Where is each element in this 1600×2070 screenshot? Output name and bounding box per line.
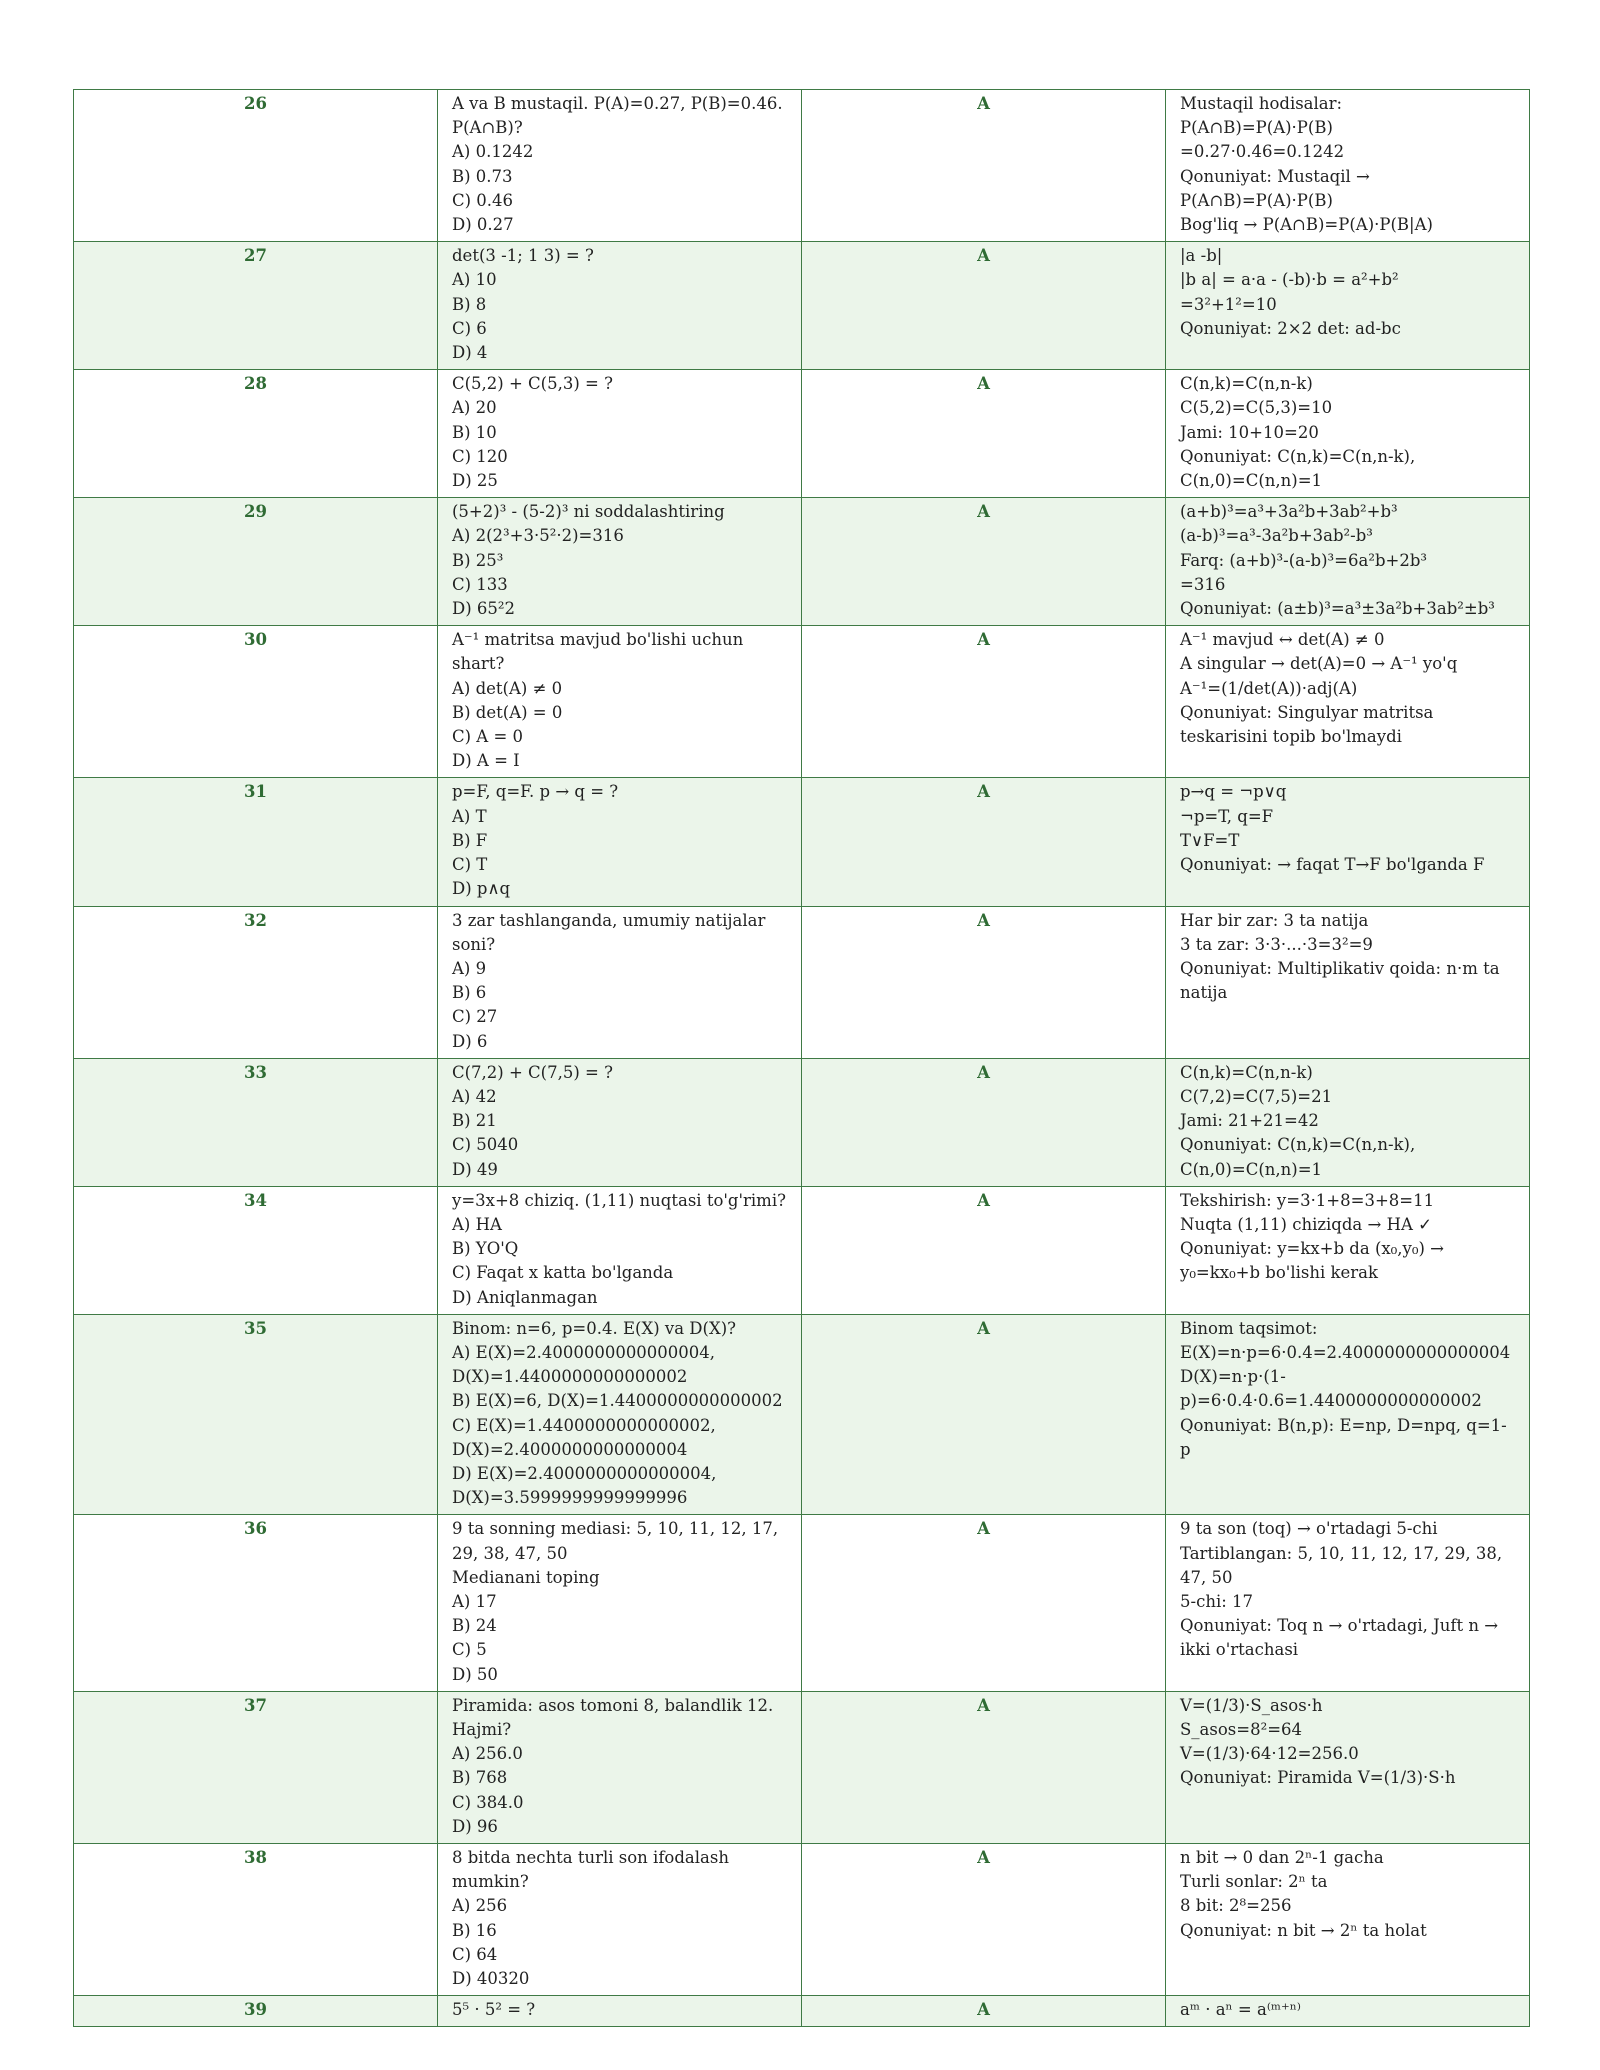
question-line: C) Faqat x katta bo'lganda [452,1263,674,1283]
question-cell [438,626,802,778]
question-line: A) det(A) ≠ 0 [452,678,563,698]
explanation-line: aᵐ · aⁿ = a⁽ᵐ⁺ⁿ⁾ [1180,2000,1301,2020]
question-line: D) 40320 [452,1969,530,1989]
explanation-line: V=(1/3)·S_asos·h [1180,1695,1323,1715]
question-line: C) 27 [452,1007,498,1027]
explanation-line: V=(1/3)·64·12=256.0 [1180,1744,1359,1764]
question-line: B) det(A) = 0 [452,702,563,722]
explanation-cell [1166,1996,1530,2027]
question-cell [438,242,802,370]
explanation-line: =316 [1180,574,1226,594]
question-number: 39 [74,1996,438,2027]
question-line: A) 0.1242 [452,142,534,162]
question-text: A va B mustaqil. P(A)=0.27, P(B)=0.46. [452,94,783,113]
question-line: C) 64 [452,1944,498,1964]
answer-letter: A [802,1691,1166,1843]
question-line: C) 5040 [452,1135,519,1155]
explanation-line: P(A∩B)=P(A)·P(B) [1180,118,1333,138]
question-line: B) YO'Q [452,1239,519,1259]
explanation-line: T∨F=T [1180,830,1240,850]
question-text: Piramida: asos tomoni 8, balandlik 12. Hajmi? [452,1695,774,1739]
explanation-line: Qonuniyat: Mustaqil → P(A∩B)=P(A)·P(B) [1180,166,1370,210]
answer-letter: A [802,90,1166,242]
question-text: y=3x+8 chiziq. (1,11) nuqtasi to'g'rimi? [452,1190,786,1210]
question-number: 32 [74,906,438,1058]
explanation-cell [1166,1515,1530,1691]
explanation-line: C(n,k)=C(n,n-k) [1180,1062,1313,1082]
question-line: D) 50 [452,1664,498,1684]
question-line: C) A = 0 [452,727,524,747]
question-line: B) 21 [452,1111,497,1131]
table-row [74,1691,1530,1843]
explanation-line: Nuqta (1,11) chiziqda → HA ✓ [1180,1214,1432,1234]
explanation-cell [1166,498,1530,626]
question-text: Binom: n=6, p=0.4. E(X) va D(X)? [452,1318,736,1338]
question-number: 31 [74,778,438,906]
table-row [74,778,1530,906]
table-row [74,1058,1530,1186]
answer-letter: A [802,1844,1166,1996]
answer-letter: A [802,498,1166,626]
question-line: C) E(X)=1.4400000000000002, D(X)=2.4000000000000004 [452,1415,716,1459]
explanation-cell [1166,626,1530,778]
explanation-line: Jami: 10+10=20 [1180,422,1319,442]
explanation-line: Qonuniyat: Singulyar matritsa teskarisini topib bo'lmaydi [1180,702,1434,747]
explanation-line: E(X)=n·p=6·0.4=2.4000000000000004 [1180,1342,1511,1362]
answer-letter: A [802,1515,1166,1691]
question-line: B) 25³ [452,550,504,570]
question-number: 36 [74,1515,438,1691]
question-line: D) 25 [452,471,498,491]
explanation-line: 5-chi: 17 [1180,1591,1254,1611]
question-text: C(5,2) + C(5,3) = ? [452,374,613,394]
question-line: B) F [452,830,488,850]
question-text: 9 ta sonning mediasi: 5, 10, 11, 12, 17, 29, 38, 47, 50 [452,1519,779,1563]
explanation-line: Farq: (a+b)³-(a-b)³=6a²b+2b³ [1180,550,1428,570]
question-cell [438,1515,802,1691]
question-number: 33 [74,1058,438,1186]
explanation-line: Tartiblangan: 5, 10, 11, 12, 17, 29, 38, 47, 50 [1180,1543,1503,1587]
question-line: C) 120 [452,446,508,466]
question-line: C) 384.0 [452,1792,524,1812]
question-cell [438,1691,802,1843]
question-text: (5+2)³ - (5-2)³ ni soddalashtiring [452,502,725,522]
explanation-line: n bit → 0 dan 2ⁿ-1 gacha [1180,1848,1384,1868]
explanation-line: Tekshirish: y=3·1+8=3+8=11 [1180,1190,1435,1210]
question-line: D) 49 [452,1159,498,1179]
explanation-line: C(7,2)=C(7,5)=21 [1180,1086,1333,1106]
question-line: A) 20 [452,398,497,418]
question-text: A⁻¹ matritsa mavjud bo'lishi uchun shart? [452,630,744,674]
questions-table-body [74,90,1530,2027]
answer-letter: A [802,778,1166,906]
explanation-line: Binom taqsimot: [1180,1318,1318,1338]
explanation-line: C(n,0)=C(n,n)=1 [1180,471,1323,491]
question-cell [438,1844,802,1996]
explanation-line: p→q = ¬p∨q [1180,782,1287,802]
question-line: A) HA [452,1214,502,1234]
question-cell [438,1058,802,1186]
questions-table [73,89,1530,2027]
question-line: A) 256.0 [452,1744,523,1764]
question-number: 38 [74,1844,438,1996]
explanation-cell [1166,778,1530,906]
question-line: A) 42 [452,1086,497,1106]
question-line: B) E(X)=6, D(X)=1.4400000000000002 [452,1391,783,1411]
answer-letter: A [802,1996,1166,2027]
explanation-line: (a-b)³=a³-3a²b+3ab²-b³ [1180,526,1373,546]
question-line: D) 0.27 [452,215,514,235]
explanation-cell [1166,1691,1530,1843]
question-line: A) 2(2³+3·5²·2)=316 [452,526,624,546]
explanation-cell [1166,1186,1530,1314]
question-line: D) 65²2 [452,599,516,619]
question-line: D) 4 [452,343,488,363]
explanation-line: |a -b| [1180,246,1223,266]
question-line: C) T [452,855,488,875]
explanation-line: Qonuniyat: n bit → 2ⁿ ta holat [1180,1920,1427,1940]
question-number: 27 [74,242,438,370]
question-number: 34 [74,1186,438,1314]
explanation-line: C(n,k)=C(n,n-k) [1180,374,1313,394]
question-line: C) 0.46 [452,190,514,210]
explanation-line: 3 ta zar: 3·3·...·3=3²=9 [1180,934,1373,954]
question-number: 35 [74,1314,438,1515]
explanation-line: S_asos=8²=64 [1180,1720,1303,1739]
question-line: D) A = I [452,751,520,771]
explanation-line: Qonuniyat: Multiplikativ qoida: n·m ta natija [1180,958,1500,1003]
explanation-line: Qonuniyat: B(n,p): E=np, D=npq, q=1-p [1180,1415,1507,1459]
question-cell [438,1314,802,1515]
table-row [74,906,1530,1058]
explanation-cell [1166,90,1530,242]
question-cell [438,1186,802,1314]
question-line: B) 0.73 [452,166,513,186]
explanation-line: =3²+1²=10 [1180,294,1277,314]
explanation-line: =0.27·0.46=0.1242 [1180,142,1345,162]
explanation-line: ¬p=T, q=F [1180,806,1274,826]
explanation-line: |b a| = a·a - (-b)·b = a²+b² [1180,270,1399,290]
question-number: 28 [74,370,438,498]
question-text: p=F, q=F. p → q = ? [452,782,619,802]
answer-letter: A [802,626,1166,778]
answer-letter: A [802,242,1166,370]
question-line: A) T [452,806,487,826]
explanation-cell [1166,906,1530,1058]
table-row [74,1996,1530,2027]
question-line: Medianani toping [452,1567,600,1587]
question-cell [438,906,802,1058]
explanation-line: Jami: 21+21=42 [1180,1111,1319,1131]
question-line: A) E(X)=2.4000000000000004, D(X)=1.4400000000000002 [452,1342,716,1387]
question-line: D) 6 [452,1031,488,1051]
question-cell [438,370,802,498]
question-cell [438,778,802,906]
question-line: C) 5 [452,1640,487,1660]
explanation-line: Qonuniyat: (a±b)³=a³±3a²b+3ab²±b³ [1180,599,1495,619]
table-row [74,90,1530,242]
explanation-line: A⁻¹ mavjud ↔ det(A) ≠ 0 [1180,630,1385,650]
explanation-line: D(X)=n·p·(1-p)=6·0.4·0.6=1.4400000000000002 [1180,1367,1482,1411]
explanation-line: Mustaqil hodisalar: [1180,94,1343,113]
question-line: B) 6 [452,983,487,1003]
question-cell [438,90,802,242]
table-row [74,1186,1530,1314]
table-row [74,242,1530,370]
answer-letter: A [802,1314,1166,1515]
table-row [74,1844,1530,1996]
explanation-cell [1166,242,1530,370]
explanation-line: 9 ta son (toq) → o'rtadagi 5-chi [1180,1519,1438,1539]
question-line: C) 133 [452,574,508,594]
answer-letter: A [802,1058,1166,1186]
question-number: 29 [74,498,438,626]
table-row [74,1314,1530,1515]
question-line: A) 256 [452,1896,508,1916]
question-text: det(3 -1; 1 3) = ? [452,246,594,266]
question-cell [438,498,802,626]
explanation-line: Qonuniyat: 2×2 det: ad-bc [1180,318,1401,338]
question-line: D) p∧q [452,879,511,899]
table-row [74,370,1530,498]
explanation-line: Qonuniyat: C(n,k)=C(n,n-k), [1180,446,1416,466]
explanation-line: A⁻¹=(1/det(A))·adj(A) [1180,678,1358,698]
answer-letter: A [802,370,1166,498]
explanation-line: C(n,0)=C(n,n)=1 [1180,1159,1323,1179]
explanation-line: Qonuniyat: y=kx+b da (x₀,y₀) → y₀=kx₀+b bo'lishi kerak [1180,1239,1444,1283]
answer-letter: A [802,906,1166,1058]
explanation-line: Qonuniyat: Piramida V=(1/3)·S·h [1180,1768,1456,1788]
question-line: P(A∩B)? [452,118,523,138]
question-line: A) 9 [452,958,487,978]
explanation-cell [1166,1844,1530,1996]
explanation-line: Bog'liq → P(A∩B)=P(A)·P(B|A) [1180,215,1433,235]
question-text: 5⁵ · 5² = ? [452,2000,536,2020]
table-row [74,498,1530,626]
question-line: C) 6 [452,318,487,338]
explanation-line: Har bir zar: 3 ta natija [1180,910,1369,930]
explanation-cell [1166,1058,1530,1186]
question-text: 8 bitda nechta turli son ifodalash mumkin? [452,1848,729,1892]
question-line: B) 16 [452,1920,497,1940]
question-cell [438,1996,802,2027]
question-line: B) 8 [452,294,487,314]
explanation-line: A singular → det(A)=0 → A⁻¹ yo'q [1180,654,1458,674]
question-number: 30 [74,626,438,778]
question-line: B) 768 [452,1768,508,1788]
question-line: B) 10 [452,422,497,442]
question-line: D) E(X)=2.4000000000000004, D(X)=3.5999999999999996 [452,1463,717,1508]
explanation-cell [1166,1314,1530,1515]
explanation-line: 8 bit: 2⁸=256 [1180,1896,1292,1916]
question-line: D) Aniqlanmagan [452,1287,598,1307]
explanation-line: C(5,2)=C(5,3)=10 [1180,398,1333,418]
question-text: C(7,2) + C(7,5) = ? [452,1062,613,1082]
explanation-line: Qonuniyat: Toq n → o'rtadagi, Juft n → ikki o'rtachasi [1180,1616,1499,1660]
table-row [74,1515,1530,1691]
question-number: 26 [74,90,438,242]
explanation-line: Qonuniyat: C(n,k)=C(n,n-k), [1180,1135,1416,1155]
explanation-cell [1166,370,1530,498]
explanation-line: (a+b)³=a³+3a²b+3ab²+b³ [1180,502,1398,522]
table-row [74,626,1530,778]
question-text: 3 zar tashlanganda, umumiy natijalar soni? [452,910,766,954]
explanation-line: Turli sonlar: 2ⁿ ta [1180,1872,1328,1892]
question-line: A) 17 [452,1591,497,1611]
explanation-line: Qonuniyat: → faqat T→F bo'lganda F [1180,855,1485,875]
question-line: A) 10 [452,270,497,290]
question-line: D) 96 [452,1816,498,1836]
question-line: B) 24 [452,1616,497,1636]
answer-letter: A [802,1186,1166,1314]
question-number: 37 [74,1691,438,1843]
